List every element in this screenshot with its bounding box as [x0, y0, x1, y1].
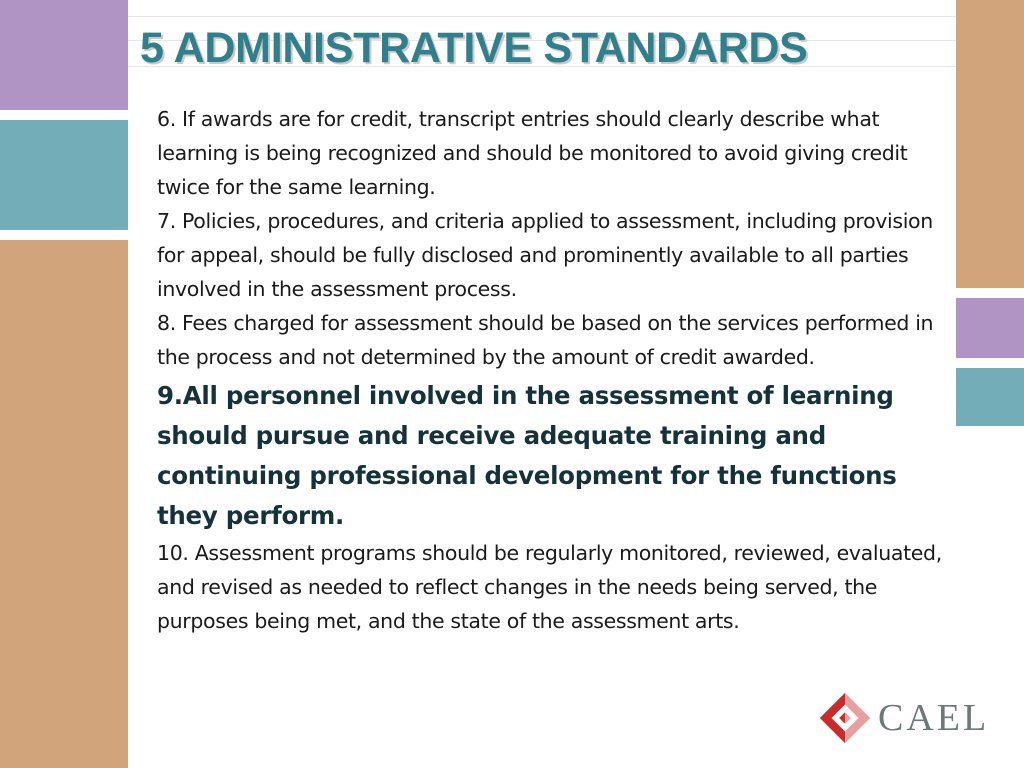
- slide-title: 5 ADMINISTRATIVE STANDARDS: [140, 24, 808, 72]
- standard-8: 8. Fees charged for assessment should be based on the services performed in the process and not determined by the amount of credit awarded.: [157, 311, 934, 369]
- standard-6: 6. If awards are for credit, transcript entries should clearly describe what learning is being recognized and should be monitored to avoid giving credit twice for the same learning.: [157, 107, 908, 199]
- title-guide-line: [128, 16, 956, 17]
- standard-9: 9.All personnel involved in the assessment of learning should pursue and receive adequate training and continuing professional development for the functions they perform.: [157, 381, 897, 530]
- standard-7: 7. Policies, procedures, and criteria applied to assessment, including provision for appeal, should be fully disclosed and prominently available to all parties involved in the assessment process.: [157, 209, 933, 301]
- left-tan-block: [0, 240, 128, 768]
- cael-logo: [806, 682, 998, 754]
- cael-diamond-logo-icon: [816, 689, 874, 747]
- right-purple-block: [956, 298, 1024, 358]
- left-teal-block: [0, 120, 128, 230]
- left-purple-block: [0, 0, 128, 110]
- logo-text: CAEL: [878, 697, 990, 739]
- slide-body: [157, 102, 947, 638]
- standard-10: 10. Assessment programs should be regularly monitored, reviewed, evaluated, and revised as needed to reflect changes in the needs being served, the purposes being met, and the state of the assessment arts.: [157, 541, 942, 633]
- right-tan-block: [956, 0, 1024, 288]
- right-teal-block: [956, 368, 1024, 426]
